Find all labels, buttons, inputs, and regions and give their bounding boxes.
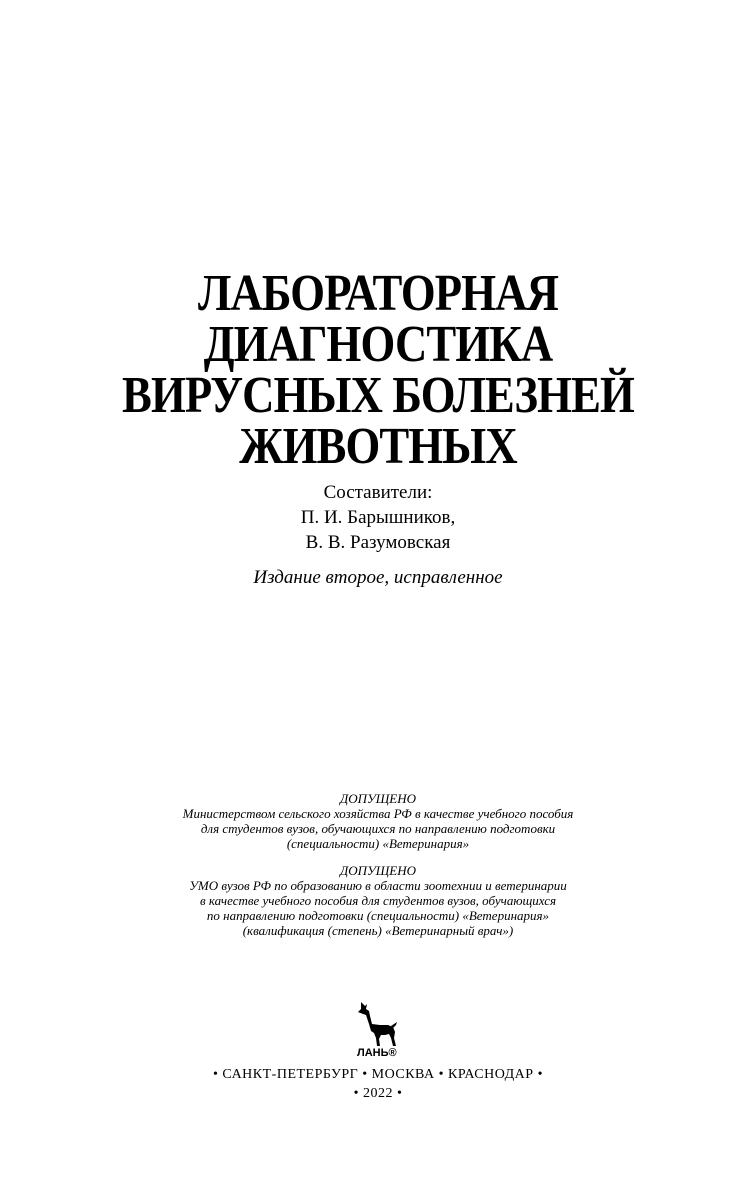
approval-line: по направлению подготовки (специальности) «Ветеринария»	[206, 908, 550, 923]
title-line: ЛАБОРАТОРНАЯ	[197, 265, 559, 322]
approval-line: для студентов вузов, обучающихся по направлению подготовки	[200, 821, 556, 836]
title-line: ДИАГНОСТИКА	[203, 316, 553, 373]
approval-line: (квалификация (степень) «Ветеринарный врач»)	[242, 923, 514, 938]
approval-line: УМО вузов РФ по образованию в области зоотехнии и ветеринарии	[189, 878, 567, 893]
publisher-logo-text: ЛАНЬ®	[357, 1047, 397, 1059]
title-line: ЖИВОТНЫХ	[239, 418, 517, 475]
approval-block	[0, 791, 756, 851]
title-line: ВИРУСНЫХ БОЛЕЗНЕЙ	[121, 367, 634, 424]
approval-heading: ДОПУЩЕНО	[339, 791, 417, 806]
approval-line: Министерством сельского хозяйства РФ в качестве учебного пособия	[182, 806, 574, 821]
compiler-name: П. И. Барышников,	[300, 507, 456, 528]
approval-heading: ДОПУЩЕНО	[339, 863, 417, 878]
approval-line: в качестве учебного пособия для студентов вузов, обучающихся	[199, 893, 557, 908]
compilers-label: Составители:	[323, 482, 433, 503]
approval-block	[0, 863, 756, 938]
compilers-block	[0, 480, 756, 555]
book-title	[0, 265, 756, 475]
edition-note: Издание второе, исправленное	[253, 567, 503, 588]
approval-line: (специальности) «Ветеринария»	[286, 836, 470, 851]
compiler-name: В. В. Разумовская	[305, 532, 451, 553]
publisher-cities: • САНКТ-ПЕТЕРБУРГ • МОСКВА • КРАСНОДАР •	[213, 1067, 543, 1082]
publication-year: • 2022 •	[353, 1086, 403, 1101]
